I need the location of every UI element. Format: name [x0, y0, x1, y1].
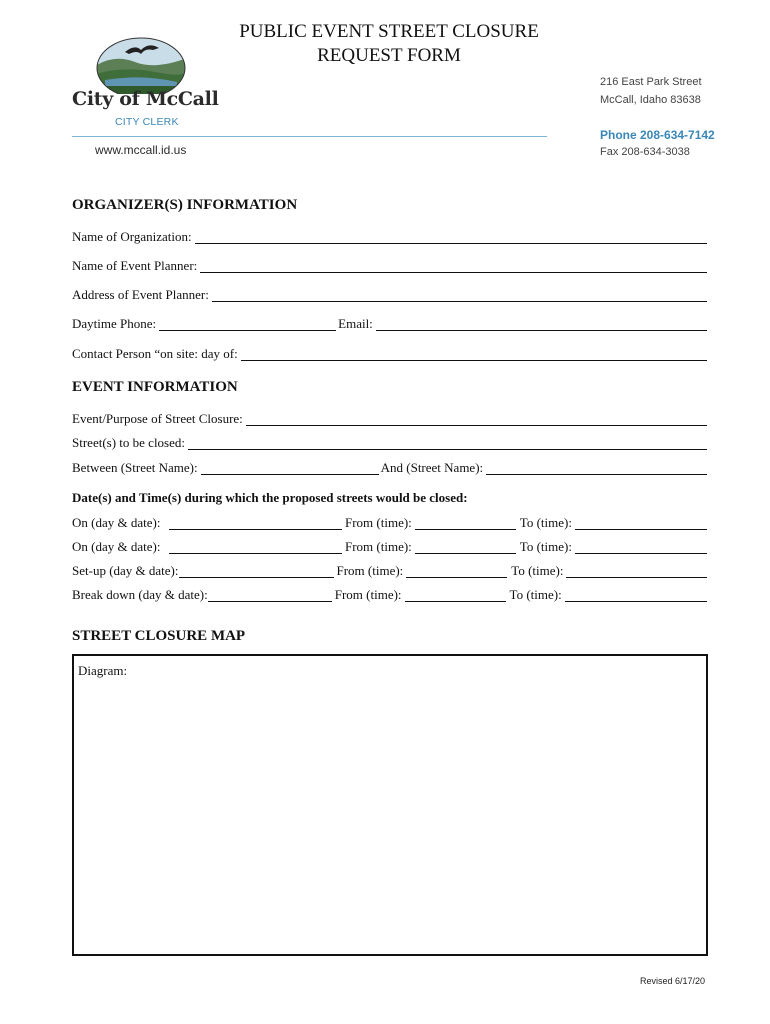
setup-label: Set-up (day & date):: [72, 563, 179, 578]
setup-date-field[interactable]: [179, 565, 334, 578]
purpose-row: [72, 410, 707, 426]
email-label: Email:: [338, 316, 373, 331]
map-heading: STREET CLOSURE MAP: [72, 628, 246, 644]
planner-name-row: [72, 257, 707, 273]
email-field[interactable]: [376, 318, 707, 331]
revised-date: Revised 6/17/20: [640, 976, 706, 986]
to-time-field[interactable]: [575, 517, 707, 530]
planner-address-label: Address of Event Planner:: [72, 287, 209, 302]
and-label: And (Street Name):: [380, 460, 484, 475]
address-line1: 216 East Park Street: [600, 76, 702, 88]
org-name-row: [72, 228, 707, 244]
between-label: Between (Street Name):: [72, 460, 198, 475]
from-time-field[interactable]: [405, 589, 506, 602]
purpose-field[interactable]: [246, 413, 707, 426]
from-time-field[interactable]: [406, 565, 507, 578]
to-time-field[interactable]: [566, 565, 707, 578]
planner-address-field[interactable]: [212, 289, 707, 302]
schedule-date-field[interactable]: [169, 517, 342, 530]
schedule-row: [72, 514, 707, 530]
address-line2: McCall, Idaho 83638: [600, 94, 701, 106]
streets-label: Street(s) to be closed:: [72, 435, 185, 450]
to-label: To (time):: [519, 515, 572, 530]
org-name-field[interactable]: [195, 231, 707, 244]
to-time-field[interactable]: [575, 541, 707, 554]
phone-number: Phone 208-634-7142: [600, 128, 715, 142]
planner-name-label: Name of Event Planner:: [72, 258, 198, 273]
schedule-label: On (day & date):: [72, 515, 161, 530]
contact-row: [72, 345, 707, 361]
datetime-heading: Date(s) and Time(s) during which the proposed streets would be closed:: [72, 490, 468, 505]
from-time-field[interactable]: [415, 541, 516, 554]
schedule-row: [72, 562, 707, 578]
to-time-field[interactable]: [565, 589, 707, 602]
from-label: From (time):: [334, 587, 402, 602]
from-label: From (time):: [345, 539, 412, 554]
department-name: CITY CLERK: [115, 116, 179, 128]
event-heading: EVENT INFORMATION: [72, 379, 238, 395]
city-name: City of McCall: [72, 88, 219, 110]
to-label: To (time):: [509, 587, 562, 602]
to-label: To (time):: [511, 563, 564, 578]
daytime-phone-field[interactable]: [159, 318, 336, 331]
schedule-row: [72, 586, 707, 602]
breakdown-label: Break down (day & date):: [72, 587, 208, 602]
org-name-label: Name of Organization:: [72, 229, 192, 244]
schedule-label: On (day & date):: [72, 539, 161, 554]
daytime-phone-label: Daytime Phone:: [72, 316, 157, 331]
planner-name-field[interactable]: [200, 260, 707, 273]
organizer-heading: ORGANIZER(S) INFORMATION: [72, 197, 298, 213]
and-street-field[interactable]: [486, 462, 707, 475]
schedule-date-field[interactable]: [169, 541, 342, 554]
website-link[interactable]: www.mccall.id.us: [95, 143, 187, 157]
streets-row: [72, 434, 707, 450]
streets-field[interactable]: [188, 437, 707, 450]
from-time-field[interactable]: [415, 517, 516, 530]
schedule-row: [72, 538, 707, 554]
form-title-line1: PUBLIC EVENT STREET CLOSURE: [239, 21, 539, 42]
diagram-box[interactable]: [72, 654, 708, 956]
breakdown-date-field[interactable]: [208, 589, 332, 602]
diagram-label: Diagram:: [78, 663, 128, 678]
fax-number: Fax 208-634-3038: [600, 146, 690, 158]
form-title: [200, 20, 578, 68]
to-label: To (time):: [519, 539, 572, 554]
header-divider: [72, 136, 547, 137]
city-logo: [95, 36, 187, 94]
from-label: From (time):: [336, 563, 404, 578]
contact-field[interactable]: [241, 348, 707, 361]
contact-label: Contact Person “on site: day of:: [72, 346, 238, 361]
between-street-field[interactable]: [201, 462, 379, 475]
between-row: [72, 459, 707, 475]
purpose-label: Event/Purpose of Street Closure:: [72, 411, 243, 426]
from-label: From (time):: [345, 515, 412, 530]
form-title-line2: REQUEST FORM: [317, 45, 461, 66]
planner-address-row: [72, 286, 707, 302]
phone-email-row: [72, 315, 707, 331]
